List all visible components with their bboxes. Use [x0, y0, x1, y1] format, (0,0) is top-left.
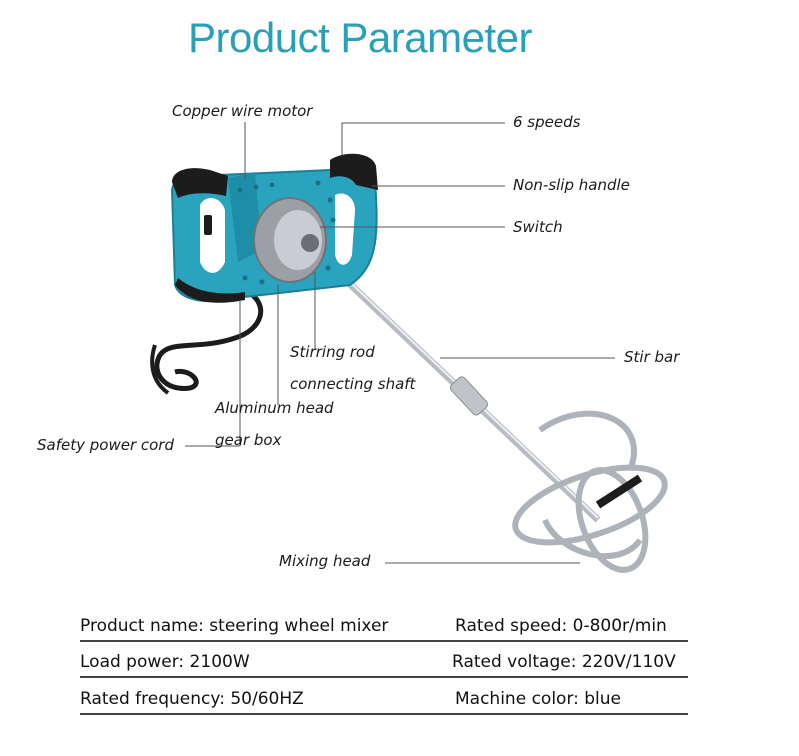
spec-load-power: Load power: 2100W — [80, 652, 250, 672]
divider — [80, 640, 688, 642]
spec-rated-speed: Rated speed: 0-800r/min — [455, 616, 667, 636]
divider — [80, 676, 688, 678]
callout-copper-wire-motor: Copper wire motor — [172, 102, 313, 120]
spec-rated-voltage: Rated voltage: 220V/110V — [452, 652, 676, 672]
callout-six-speeds: 6 speeds — [513, 113, 581, 131]
callout-non-slip-handle: Non-slip handle — [513, 176, 630, 194]
callout-switch: Switch — [513, 218, 563, 236]
spec-rated-frequency: Rated frequency: 50/60HZ — [80, 689, 304, 709]
page-title: Product Parameter — [188, 14, 532, 61]
callout-stirring-rod: Stirring rod — [290, 343, 375, 361]
callout-safety-power-cord: Safety power cord — [37, 436, 174, 454]
mixer-body — [172, 154, 378, 303]
callout-aluminum-head: Aluminum head — [215, 399, 334, 417]
spec-machine-color: Machine color: blue — [455, 689, 622, 709]
callout-connecting-shaft: connecting shaft — [290, 375, 416, 393]
divider — [80, 713, 688, 715]
callout-gear-box: gear box — [215, 431, 282, 449]
switch — [204, 215, 212, 235]
spec-product-name: Product name: steering wheel mixer — [80, 616, 389, 636]
callout-mixing-head: Mixing head — [279, 552, 371, 570]
power-cord — [157, 292, 261, 389]
callout-stir-bar: Stir bar — [624, 348, 680, 366]
mixing-head — [507, 414, 674, 579]
